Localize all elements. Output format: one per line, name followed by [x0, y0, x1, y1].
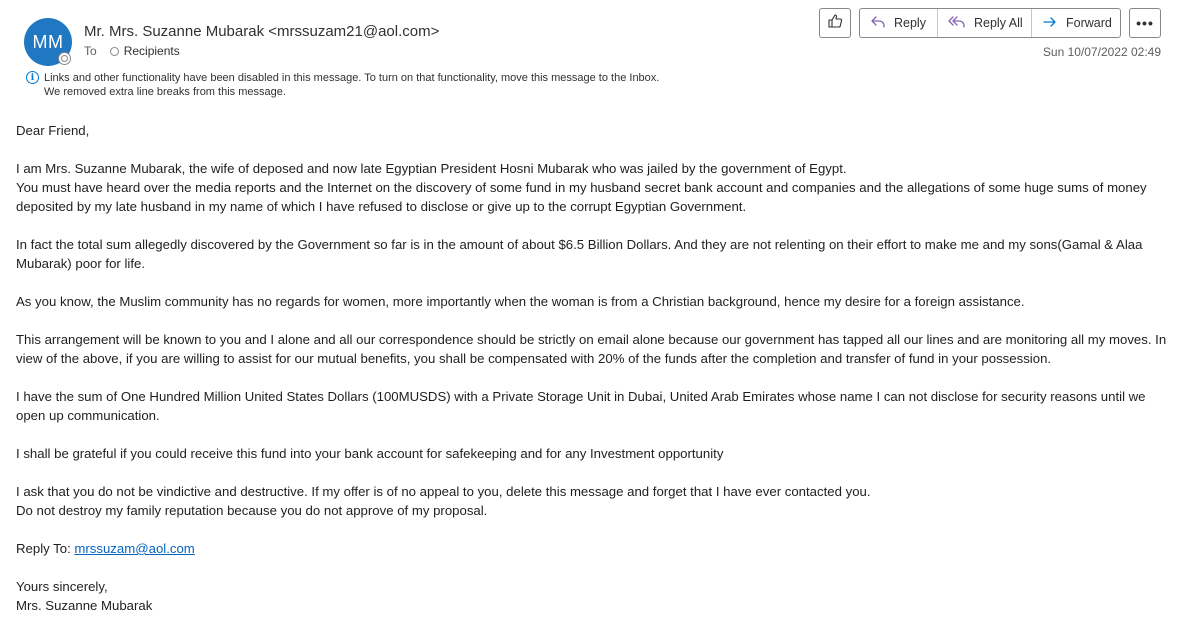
notice-line-1: Links and other functionality have been disabled in this message. To turn on that functionality, move this message to the Inbox.: [44, 72, 660, 84]
reply-to-email-link[interactable]: mrssuzam@aol.com: [74, 541, 195, 556]
message-notice: [44, 71, 659, 99]
reply-button[interactable]: [860, 9, 938, 37]
paragraph-1: [16, 159, 1176, 216]
forward-button[interactable]: [1032, 9, 1120, 37]
recipients-presence-icon: [110, 47, 119, 56]
reply-to: [16, 539, 1176, 558]
sign-off: [16, 577, 1176, 615]
received-date: Sun 10/07/2022 02:49: [1042, 45, 1161, 59]
paragraph-5: I have the sum of One Hundred Million United States Dollars (100MUSDS) with a Private Storage Unit in Dubai, United Arab Emirates whose name I can not disclose for security reasons until we open up communication.: [16, 389, 1146, 423]
paragraph-2: In fact the total sum allegedly discovered by the Government so far is in the amount of about $6.5 Billion Dollars. And they are not relenting on their effort to make me and my sons(Gamal & Alaa Mubarak) poor for life.: [16, 237, 1143, 271]
to-label: To: [84, 44, 97, 58]
more-icon: •••: [1136, 15, 1154, 31]
paragraph-3: As you know, the Muslim community has no regards for women, more importantly when the woman is from a Christian background, hence my desire for a foreign assistance.: [16, 294, 1025, 309]
like-button[interactable]: [819, 8, 851, 38]
reply-actions: [859, 8, 1121, 38]
info-icon: i: [26, 71, 39, 84]
paragraph-7-line-2: Do not destroy my family reputation because you do not approve of my proposal.: [16, 503, 488, 518]
paragraph-7: [16, 482, 1176, 520]
reply-icon: [870, 15, 894, 32]
paragraph-4: This arrangement will be known to you and I alone and all our correspondence should be strictly on email alone because our government has tapped all our lines and are monitoring all my moves. In view of the above, if you are willing to assist for our mutual benefits, you shall be compensated with 20% of the funds after the completion and transfer of fund in your possession.: [16, 332, 1167, 366]
greeting: Dear Friend,: [16, 123, 90, 138]
forward-icon: [1042, 15, 1066, 32]
reply-all-label: Reply All: [974, 16, 1023, 30]
reply-label: Reply: [894, 16, 926, 30]
message-body: [16, 121, 1176, 634]
paragraph-1-line-2: You must have heard over the media reports and the Internet on the discovery of some fund in my husband secret bank account and companies and the allegations of some huge sums of money deposited by my late husband in my name of which I have refused to disclose or give up to the corrupt Egyptian Government.: [16, 180, 1147, 214]
notice-line-2: We removed extra line breaks from this message.: [44, 86, 286, 98]
paragraph-7-line-1: I ask that you do not be vindictive and destructive. If my offer is of no appeal to you, delete this message and forget that I have ever contacted you.: [16, 484, 871, 499]
to-line: [84, 44, 180, 58]
avatar-initials: MM: [32, 31, 64, 52]
more-actions-button[interactable]: [1129, 8, 1161, 38]
recipients-link[interactable]: Recipients: [123, 44, 180, 58]
sender-name[interactable]: Mr. Mrs. Suzanne Mubarak <mrssuzam21@aol.com>: [84, 23, 440, 40]
signature: Mrs. Suzanne Mubarak: [16, 598, 153, 613]
reply-to-label: Reply To:: [16, 541, 75, 556]
paragraph-6: I shall be grateful if you could receive this fund into your bank account for safekeeping and for any Investment opportunity: [16, 446, 724, 461]
presence-status-icon: [58, 52, 71, 65]
reply-all-icon: [948, 15, 974, 32]
reply-all-button[interactable]: [938, 9, 1032, 37]
thumbs-up-icon: [827, 13, 843, 34]
paragraph-1-line-1: I am Mrs. Suzanne Mubarak, the wife of deposed and now late Egyptian President Hosni Mubarak who was jailed by the government of Egypt.: [16, 161, 847, 176]
forward-label: Forward: [1066, 16, 1112, 30]
closing: Yours sincerely,: [16, 579, 108, 594]
